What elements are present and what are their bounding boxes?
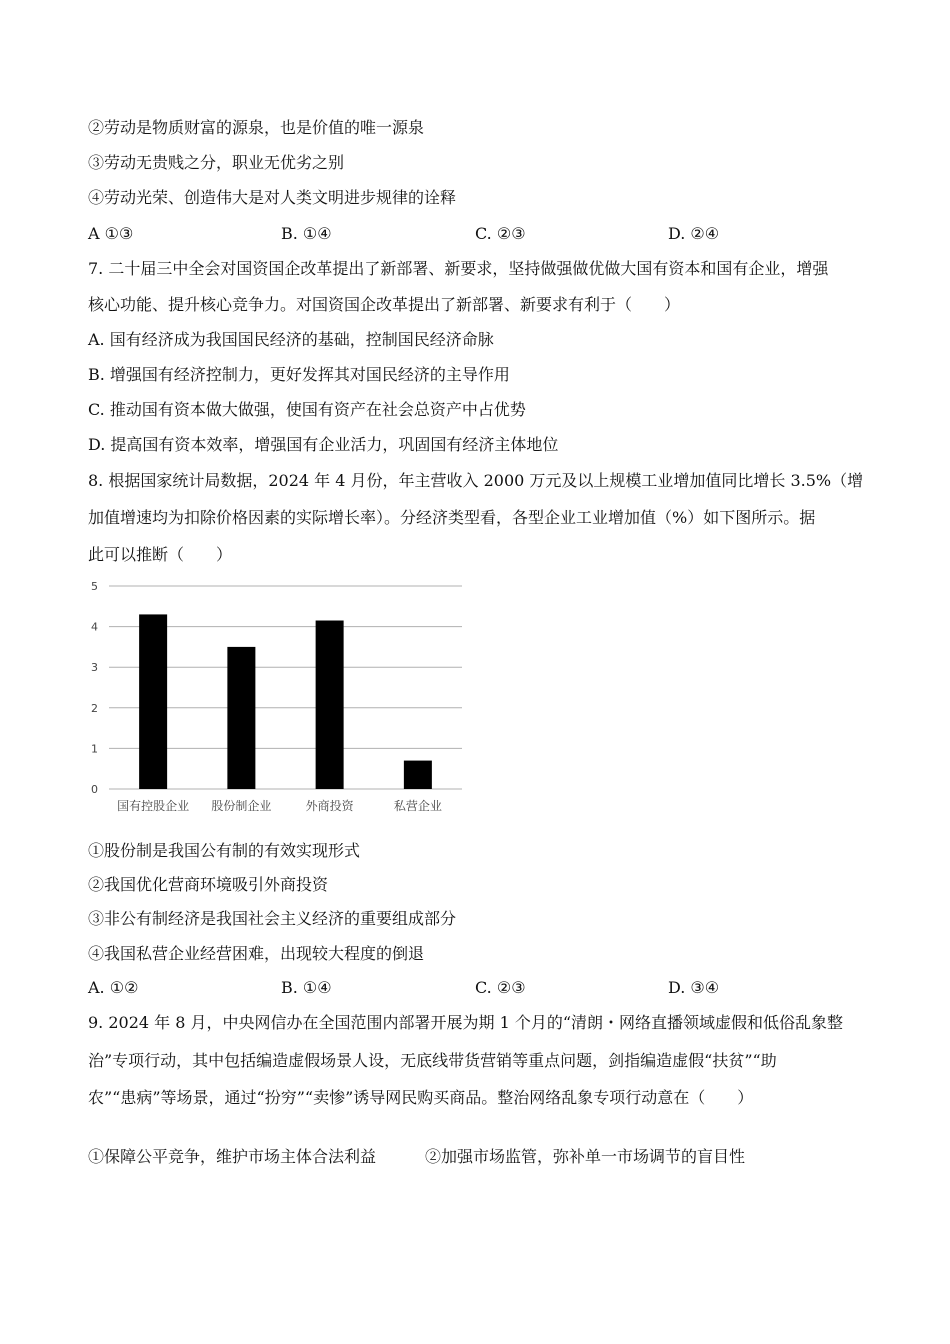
bar [404,761,432,789]
y-tick-label: 0 [91,783,98,796]
q9-item-1: ①保障公平竞争，维护市场主体合法利益 [88,1147,377,1166]
bar [227,647,255,789]
y-tick-label: 5 [91,580,98,593]
x-tick-label: 股份制企业 [211,799,272,813]
q8-stem-line-2: 加值增速均为扣除价格因素的实际增长率）。分经济类型看，各型企业工业增加值（%）如下图所示。据 [88,508,816,527]
q8-item-2: ②我国优化营商环境吸引外商投资 [88,875,329,894]
q8-option-b: B. ①④ [281,978,332,997]
q6-option-a: A ①③ [88,224,134,243]
q8-item-1: ①股份制是我国公有制的有效实现形式 [88,841,361,860]
q8-item-3: ③非公有制经济是我国社会主义经济的重要组成部分 [88,909,457,928]
q7-option-a: A. 国有经济成为我国国民经济的基础，控制国民经济命脉 [88,330,494,349]
q8-stem-line-1: 8. 根据国家统计局数据，2024 年 4 月份，年主营收入 2000 万元及以上规模工业增加值同比增长 3.5%（增 [88,471,864,490]
q7-stem-line-2: 核心功能、提升核心竞争力。对国资国企改革提出了新部署、新要求有利于（ ） [88,295,681,314]
q7-option-d: D. 提高国有资本效率，增强国有企业活力，巩固国有经济主体地位 [88,435,559,454]
y-tick-label: 1 [91,742,98,756]
y-tick-label: 2 [91,701,98,715]
x-tick-label: 国有控股企业 [117,799,190,813]
bar-chart [80,574,480,824]
q6-item-4: ④劳动光荣、创造伟大是对人类文明进步规律的诠释 [88,188,457,207]
chart-x-tick-labels [117,798,442,813]
x-tick-label: 私营企业 [393,799,442,813]
chart-bars [139,614,432,789]
q9-stem-line-1: 9. 2024 年 8 月，中央网信办在全国范围内部署开展为期 1 个月的“清朗・网络直播领域虚假和低俗乱象整 [88,1013,844,1032]
q8-item-4: ④我国私营企业经营困难，出现较大程度的倒退 [88,944,425,963]
q8-stem-line-3: 此可以推断（ ） [88,545,233,564]
y-tick-label: 4 [91,620,98,634]
y-tick-label: 3 [91,661,98,675]
x-tick-label: 外商投资 [305,799,354,813]
q6-option-b: B. ①④ [281,224,332,243]
chart-y-tick-labels [91,580,98,796]
q9-stem-line-3: 农”“患病”等场景，通过“扮穷”“卖惨”诱导网民购买商品。整治网络乱象专项行动意在（ ） [88,1088,754,1107]
q7-option-c: C. 推动国有资本做大做强，使国有资产在社会总资产中占优势 [88,400,526,419]
bar [316,621,344,789]
q8-option-a: A. ①② [88,978,139,997]
q6-option-d: D. ②④ [668,224,720,243]
q9-stem-line-2: 治”专项行动，其中包括编造虚假场景人设，无底线带货营销等重点问题，剑指编造虚假“扶贫”“助 [88,1051,777,1070]
q7-stem-line-1: 7. 二十届三中全会对国资国企改革提出了新部署、新要求，坚持做强做优做大国有资本和国有企业，增强 [88,259,829,278]
q6-item-3: ③劳动无贵贱之分，职业无优劣之别 [88,153,345,172]
q6-option-c: C. ②③ [475,224,526,243]
q7-option-b: B. 增强国有经济控制力，更好发挥其对国民经济的主导作用 [88,365,510,384]
bar [139,614,167,789]
q8-option-d: D. ③④ [668,978,720,997]
q6-item-2: ②劳动是物质财富的源泉，也是价值的唯一源泉 [88,118,425,137]
q8-option-c: C. ②③ [475,978,526,997]
q9-item-2: ②加强市场监管，弥补单一市场调节的盲目性 [425,1147,746,1166]
